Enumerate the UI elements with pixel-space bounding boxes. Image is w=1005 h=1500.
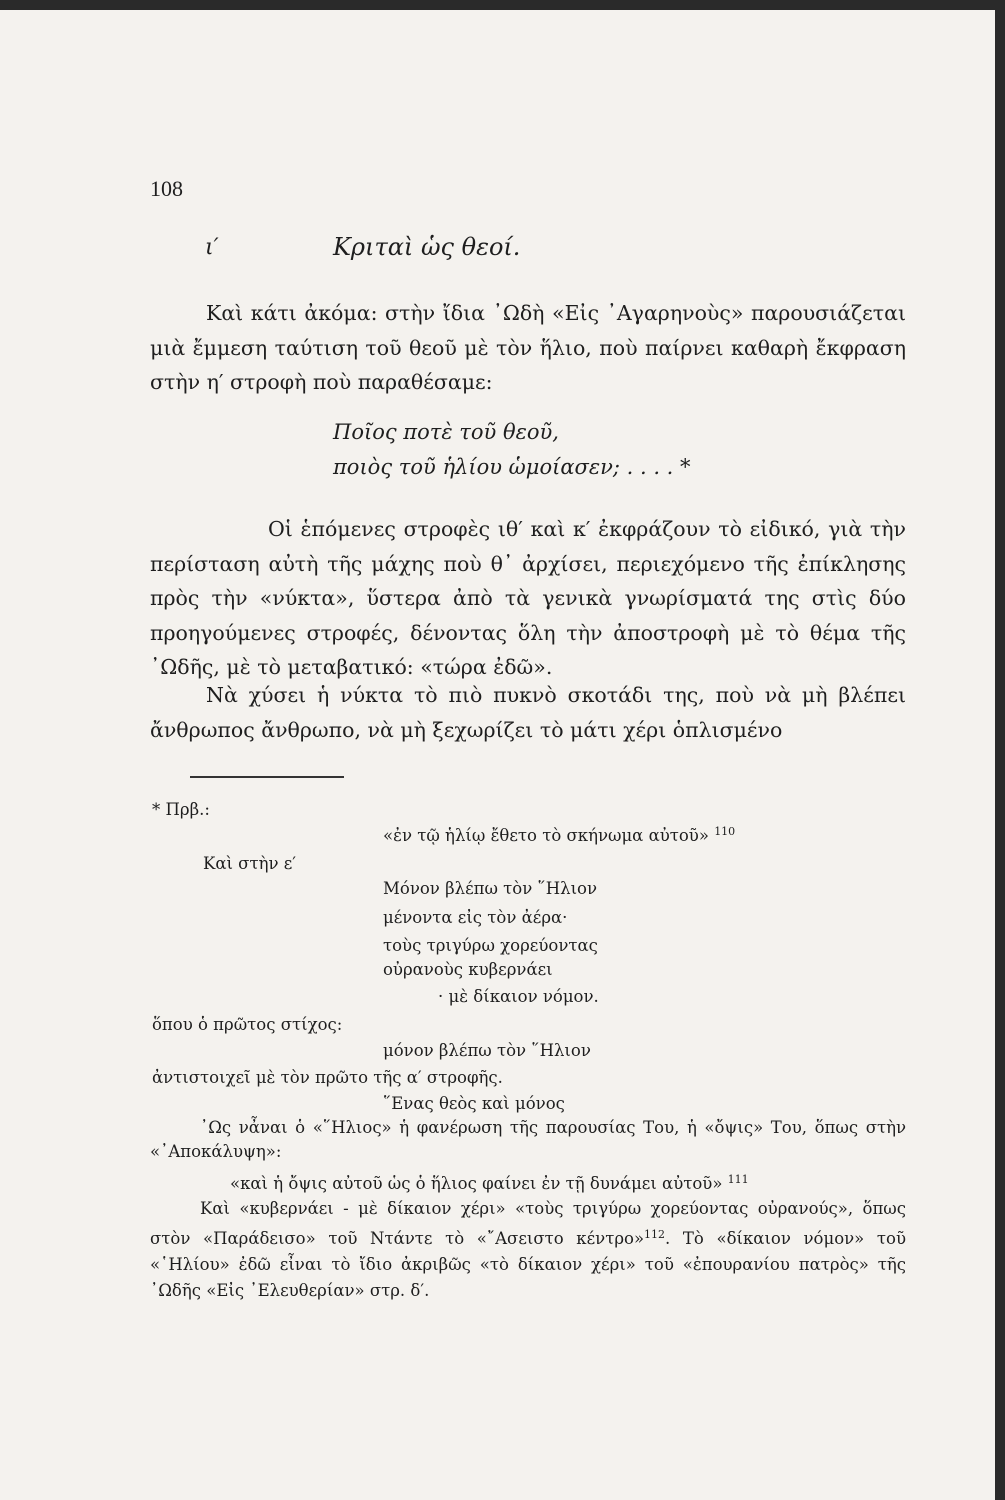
footnote-paragraph-b-text-2: . Τὸ «δίκαιον νόμον» τοῦ «῾Ηλίου» ἐδῶ εἶναι τὸ ἴδιο ἀκριβῶς «τὸ δίκαιον χέρι» τοῦ «ἐπουρανίου πατρὸς» τῆς ᾿Ωδῆς «Εἰς ᾿Ελευθερίαν» στρ. δ′. [150, 1229, 906, 1300]
footnote-quote-1 [383, 820, 735, 848]
page-number: 108 [150, 176, 183, 201]
footnote-quote-5-text: «καὶ ἡ ὄψις αὐτοῦ ὡς ὁ ἥλιος φαίνει ἐν τῇ δυνάμει αὐτοῦ» [230, 1174, 723, 1193]
section-title: Κριταὶ ὡς θεοί. [333, 233, 521, 261]
paragraph-3: Νὰ χύσει ἡ νύκτα τὸ πιὸ πυκνὸ σκοτάδι της, ποὺ νὰ μὴ βλέπει ἄνθρωπος ἄνθρωπο, νὰ μὴ ξεχωρίζει τὸ μάτι χέρι ὁπλισμένο [150, 683, 906, 742]
poem-line: · μὲ δίκαιον νόμον. [438, 987, 599, 1006]
poem-line: τοὺς τριγύρω χορεύοντας [383, 936, 598, 955]
footnote-paragraph-b [150, 1196, 906, 1304]
verse-line-2: ποιὸς τοῦ ἡλίου ὡμοίασεν; . . . . * [333, 455, 691, 479]
footnote-quote-5 [230, 1168, 749, 1196]
footnote-paragraph-b-text-1: Καὶ «κυβερνάει - μὲ δίκαιον χέρι» «τοὺς τριγύρω χορεύοντας οὐρανούς», ὅπως στὸν «Παράδεισο» τοῦ Ντάντε τὸ «῎Ασειστο κέντρο» [150, 1199, 906, 1248]
footnote-ref-110: 110 [714, 825, 736, 838]
paragraph-2: Οἱ ἑπόμενες στροφὲς ιθ′ καὶ κ′ ἐκφράζουν τὸ εἰδικό, γιὰ τὴν περίσταση αὐτὴ τῆς μάχης ποὺ θ᾿ ἀρχίσει, περιεχόμενο τῆς ἐπίκλησης πρὸς τὴν «νύκτα», ὕστερα ἀπὸ τὰ γενικὰ γνωρίσματά της στὶς δύο προηγούμενες στροφές, δένοντας ὅλη τὴν ἀποστροφὴ μὲ τὸ θέμα τῆς ᾿Ωδῆς, μὲ τὸ μεταβατικό: «τώρα ἐδῶ». [150, 517, 906, 679]
verse-line-1: Ποῖος ποτὲ τοῦ θεοῦ, [333, 420, 559, 444]
footnote-intro-2: Καὶ στὴν ε′ [203, 854, 297, 873]
footnote-note-3: ἀντιστοιχεῖ μὲ τὸν πρῶτο τῆς α′ στροφῆς. [152, 1068, 503, 1087]
poem-line: μένοντα εἰς τὸν ἀέρα· [383, 908, 568, 927]
footnote-intro-3: ὅπου ὁ πρῶτος στίχος: [152, 1015, 343, 1034]
poem-line: οὐρανοὺς κυβερνάει [383, 960, 553, 979]
footnote-mark: * Πρβ.: [152, 800, 210, 819]
poem-line: Μόνον βλέπω τὸν ῞Ηλιον [383, 879, 598, 898]
footnote-ref-111: 111 [727, 1173, 749, 1186]
footnote-divider [190, 776, 344, 778]
footnote-quote-1-text: «ἐν τῷ ἡλίῳ ἔθετο τὸ σκήνωμα αὐτοῦ» [383, 826, 709, 845]
section-marker: ι′ [205, 235, 219, 260]
footnote-paragraph-a: ᾿Ως νἆναι ὁ «῞Ηλιος» ἡ φανέρωση τῆς παρουσίας Του, ἡ «ὄψις» Του, ὅπως στὴν «᾿Αποκάλυψη»: [150, 1118, 906, 1161]
footnote-quote-3: μόνον βλέπω τὸν ῞Ηλιον [383, 1041, 591, 1060]
footnote-quote-4: ῞Ενας θεὸς καὶ μόνος [383, 1094, 565, 1113]
footnote-ref-112: 112 [644, 1228, 666, 1241]
paragraph-1: Καὶ κάτι ἀκόμα: στὴν ἴδια ᾿Ωδὴ «Εἰς ᾿Αγαρηνοὺς» παρουσιάζεται μιὰ ἔμμεση ταύτιση τοῦ θεοῦ μὲ τὸν ἥλιο, ποὺ παίρνει καθαρὴ ἔκφραση στὴν η′ στροφὴ ποὺ παραθέσαμε: [150, 301, 906, 394]
